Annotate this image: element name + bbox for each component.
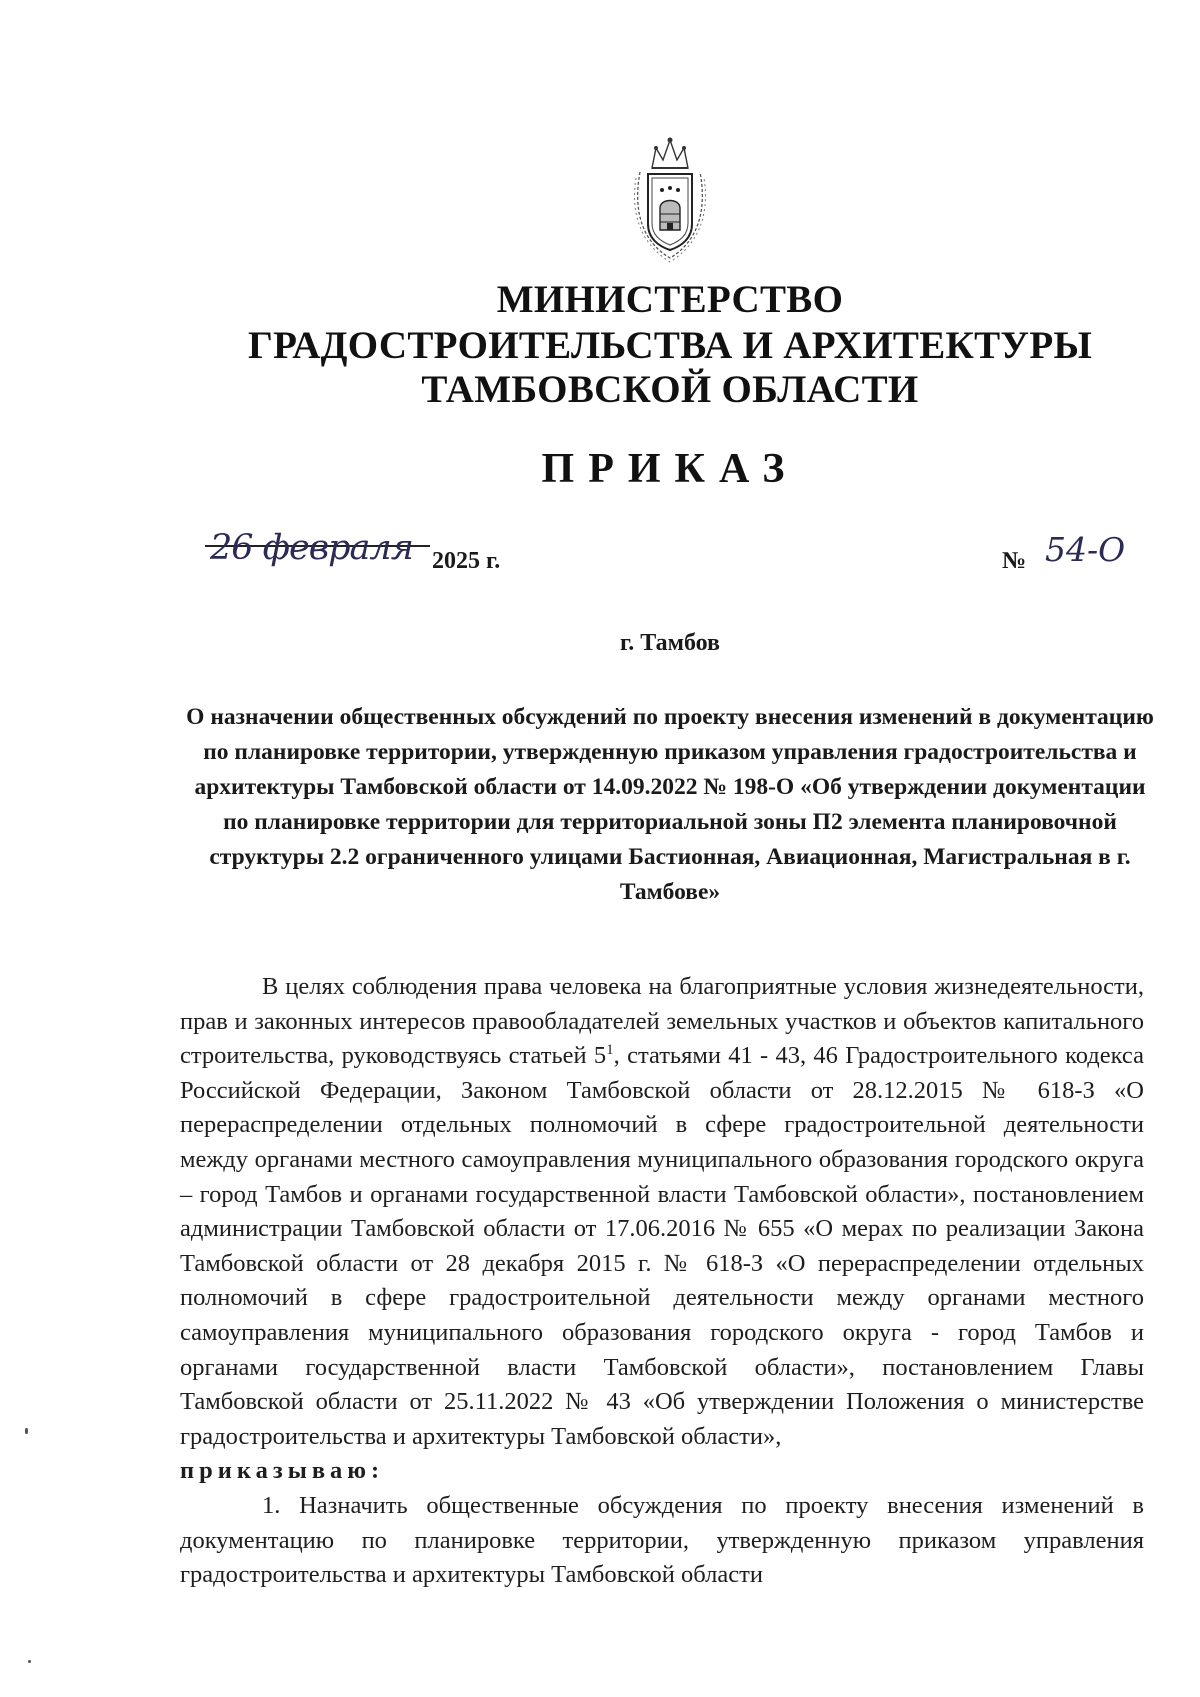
order-body — [180, 970, 1144, 1593]
scan-speck — [28, 1660, 31, 1663]
number-label: № — [1002, 548, 1027, 574]
hereby-order-word: приказываю: — [180, 1457, 385, 1485]
handwritten-date: 26 февраля — [210, 528, 413, 568]
coat-of-arms-emblem — [632, 134, 708, 264]
preamble-text-1: В целях соблюдения права человека на благоприятные условия жизнедеятельности, прав и законных интересов правообладателей земельных участков и объектов капитального строительства, руководствуясь статьей 5 — [180, 973, 1144, 1070]
scan-speck — [25, 1428, 28, 1434]
ministry-title-line-2: ГРАДОСТРОИТЕЛЬСТВА И АРХИТЕКТУРЫ — [247, 324, 1093, 367]
order-subject: О назначении общественных обсуждений по проекту внесения изменений в документацию по планировке территории, утвержденную приказом управления градостроительства и архитектуры Тамбовской области от 14.09.2022 № 198-О «Об утверждении документации по планировке территории для территориальной зоны П2 элемента планировочной структуры 2.2 ограниченного улицами Бастионная, Авиационная, Магистральная в г. Тамбове» — [186, 704, 1154, 905]
preamble-text-2: , статьями 41 - 43, 46 Градостроительного кодекса Российской Федерации, Законом Тамбовской области от 28.12.2015 № 618-З «О перераспределении отдельных полномочий в сфере градостроительной деятельности между органами местного самоуправления муниципального образования городского округа – город Тамбов и органами государственной власти Тамбовской области», постановлением администрации Тамбовской области от 17.06.2016 № 655 «О мерах по реализации Закона Тамбовской области от 28 декабря 2015 г. № 618-З «О перераспределении отдельных полномочий в сфере градостроительной деятельности между органами местного самоуправления муниципального образования городского округа - город Тамбов и органами государственной власти Тамбовской области», постановлением Главы Тамбовской области от 25.11.2022 № 43 «Об утверждении Положения о министерстве градостроительства и архитектуры Тамбовской области», — [180, 1042, 1144, 1450]
order-item-1: 1. Назначить общественные обсуждения по проекту внесения изменений в документацию по планировке территории, утвержденную приказом управления градостроительства и архитектуры Тамбовской области — [180, 1491, 1144, 1589]
preamble-superscript: 1 — [606, 1042, 614, 1059]
city-line: г. Тамбов — [620, 630, 720, 656]
document-type-heading: ПРИКАЗ — [541, 446, 799, 492]
ministry-title-line-3: ТАМБОВСКОЙ ОБЛАСТИ — [421, 368, 919, 411]
preamble-paragraph — [180, 970, 1144, 1489]
ministry-title-line-1: МИНИСТЕРСТВО — [496, 278, 844, 321]
date-year: 2025 г. — [432, 548, 501, 574]
handwritten-number: 54-О — [1045, 530, 1126, 569]
